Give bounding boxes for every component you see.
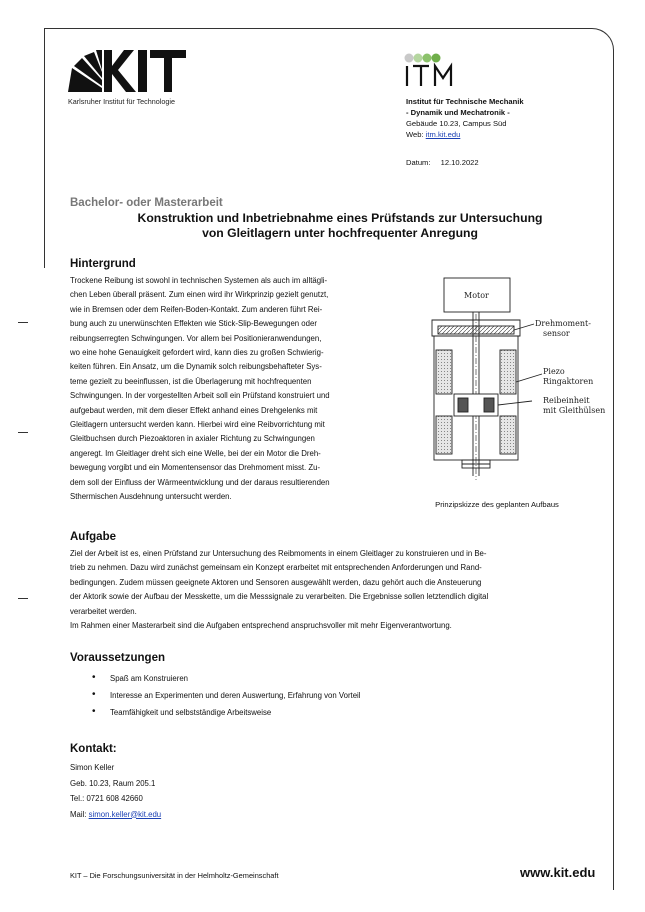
text-line: der Aktorik sowie der Aufbau der Messkette, um die Messsignale zu verarbeiten. Die Ergebnisse sollen letztendlich digital bbox=[70, 592, 489, 602]
text-line: bedingungen. Zudem müssen geeignete Aktoren und Sensoren ausgewählt werden, dazu gehört auch die Ansteuerung bbox=[70, 577, 482, 587]
contact-room: Geb. 10.23, Raum 205.1 bbox=[70, 778, 156, 788]
margin-tick bbox=[18, 598, 28, 599]
requirements-heading: Voraussetzungen bbox=[70, 652, 165, 664]
task-text bbox=[70, 547, 606, 633]
date-line bbox=[406, 158, 479, 167]
institute-name: Institut für Technische Mechanik bbox=[406, 97, 524, 106]
contact-heading: Kontakt: bbox=[70, 743, 117, 755]
page-frame-left-edge bbox=[44, 28, 45, 268]
title-line: von Gleitlagern unter hochfrequenter Anregung bbox=[202, 226, 478, 240]
motor-label: Motor bbox=[464, 291, 489, 300]
text-line: keiten führen. Ein Ansatz, um die Dynamik solch reibungsbehafteter Sys- bbox=[70, 362, 322, 372]
text-line: Gleitbuchsen durch Piezoaktoren in axialer Richtung zu Schwingungen bbox=[70, 434, 315, 444]
footer-tagline: KIT – Die Forschungsuniversität in der Helmholtz-Gemeinschaft bbox=[70, 871, 279, 880]
friction-unit-label: Reibeinheit bbox=[543, 396, 590, 405]
institute-block bbox=[406, 96, 524, 140]
text-line: reibungserregten Schwingungen. Vor allem bei Positionieranwendungen, bbox=[70, 333, 322, 343]
itm-logo bbox=[403, 52, 483, 88]
task-heading: Aufgabe bbox=[70, 531, 116, 543]
text-line: dem soll der Einfluss der Wärmeentwicklung und der daraus resultierenden bbox=[70, 477, 330, 487]
building-info: Gebäude 10.23, Campus Süd bbox=[406, 119, 507, 128]
text-line: Im Rahmen einer Masterarbeit sind die Aufgaben entsprechend anspruchsvoller mit mehr Eigenverantwortung. bbox=[70, 621, 452, 631]
text-line: verarbeitet werden. bbox=[70, 606, 137, 616]
institute-subname: - Dynamik und Mechatronik - bbox=[406, 108, 510, 117]
text-line: Schwingungen. In der vorgestellten Arbeit soll ein Prüfstand konstruiert und bbox=[70, 391, 330, 401]
margin-tick bbox=[18, 322, 28, 323]
web-label: Web: bbox=[406, 130, 424, 139]
figure-caption: Prinzipskizze des geplanten Aufbaus bbox=[435, 500, 559, 509]
test-rig-sketch bbox=[422, 274, 618, 488]
contact-phone: Tel.: 0721 608 42660 bbox=[70, 794, 143, 803]
text-line: Sthermischen Ausdehnung untersucht werden. bbox=[70, 492, 232, 502]
piezo-label: Piezo bbox=[543, 367, 565, 376]
text-line: Trockene Reibung ist sowohl in technischen Systemen als auch im alltägli- bbox=[70, 276, 328, 285]
torque-sensor-label: sensor bbox=[543, 329, 570, 338]
contact-mail-line bbox=[70, 807, 161, 823]
friction-unit-label: mit Gleithülsen bbox=[543, 406, 606, 415]
background-heading: Hintergrund bbox=[70, 258, 136, 270]
friction-sleeve bbox=[484, 398, 494, 412]
text-line: chen Leben überall präsent. Zum einen wird ihr Wirkprinzip gezielt genutzt, bbox=[70, 290, 329, 300]
date-value: 12.10.2022 bbox=[440, 158, 479, 167]
margin-tick bbox=[18, 432, 28, 433]
thesis-title bbox=[70, 211, 610, 241]
text-line: wie in Bremsen oder dem Reifen-Boden-Kontakt. Zum anderen führt Rei- bbox=[70, 304, 323, 314]
friction-sleeve bbox=[458, 398, 468, 412]
requirements-list bbox=[92, 670, 361, 721]
web-link[interactable]: itm.kit.edu bbox=[425, 130, 461, 139]
text-line: wo eine hohe Genauigkeit gefordert wird, kann dies zu großen Schwierig- bbox=[70, 348, 324, 358]
piezo-label: Ringaktoren bbox=[543, 377, 594, 386]
text-line: Gleitlagern untersucht werden kann. Hierbei wird eine Reibvorrichtung mit bbox=[70, 420, 325, 430]
background-text bbox=[70, 274, 400, 505]
thesis-category: Bachelor- oder Masterarbeit bbox=[70, 197, 223, 209]
web-line bbox=[406, 129, 524, 140]
text-line: bewegung vorgibt und ein Momentensensor das Drehmoment misst. Zu- bbox=[70, 463, 321, 473]
text-line: bung auch zu unerwünschten Effekten wie Stick-Slip-Bewegungen oder bbox=[70, 319, 317, 329]
kit-subtitle: Karlsruher Institut für Technologie bbox=[68, 97, 175, 106]
torque-sensor-label: Drehmoment- bbox=[535, 319, 591, 328]
text-line: Ziel der Arbeit ist es, einen Prüfstand zur Untersuchung des Reibmoments in einem Gleitlager zu konstruieren und in Be- bbox=[70, 549, 487, 558]
contact-block bbox=[70, 760, 161, 822]
text-line: trieb zu nehmen. Dazu wird zunächst gemeinsam ein Konzept erarbeitet mit entsprechenden Anforderungen und Rand- bbox=[70, 563, 482, 573]
footer-url[interactable]: www.kit.edu bbox=[520, 865, 596, 880]
list-item: • Teamfähigkeit und selbstständige Arbeitsweise bbox=[92, 704, 361, 721]
list-item: • Interesse an Experimenten und deren Auswertung, Erfahrung von Vorteil bbox=[92, 687, 361, 704]
list-item: • Spaß am Konstruieren bbox=[92, 670, 361, 687]
contact-name: Simon Keller bbox=[70, 763, 115, 772]
text-line: aufgebaut werden, mit dem dieser Effekt anhand eines Drehgelenks mit bbox=[70, 405, 318, 415]
text-line: teme gezielt zu beeinflussen, ist die Überlagerung mit hochfrequenten bbox=[70, 376, 312, 386]
mail-link[interactable]: simon.keller@kit.edu bbox=[88, 809, 162, 819]
mail-label: Mail: bbox=[70, 809, 87, 819]
date-label: Datum: bbox=[406, 158, 431, 167]
title-line: Konstruktion und Inbetriebnahme eines Prüfstands zur Untersuchung bbox=[137, 211, 543, 225]
text-line: angeregt. Im Gleitlager dreht sich eine Welle, bei der ein Motor die Dreh- bbox=[70, 448, 321, 458]
